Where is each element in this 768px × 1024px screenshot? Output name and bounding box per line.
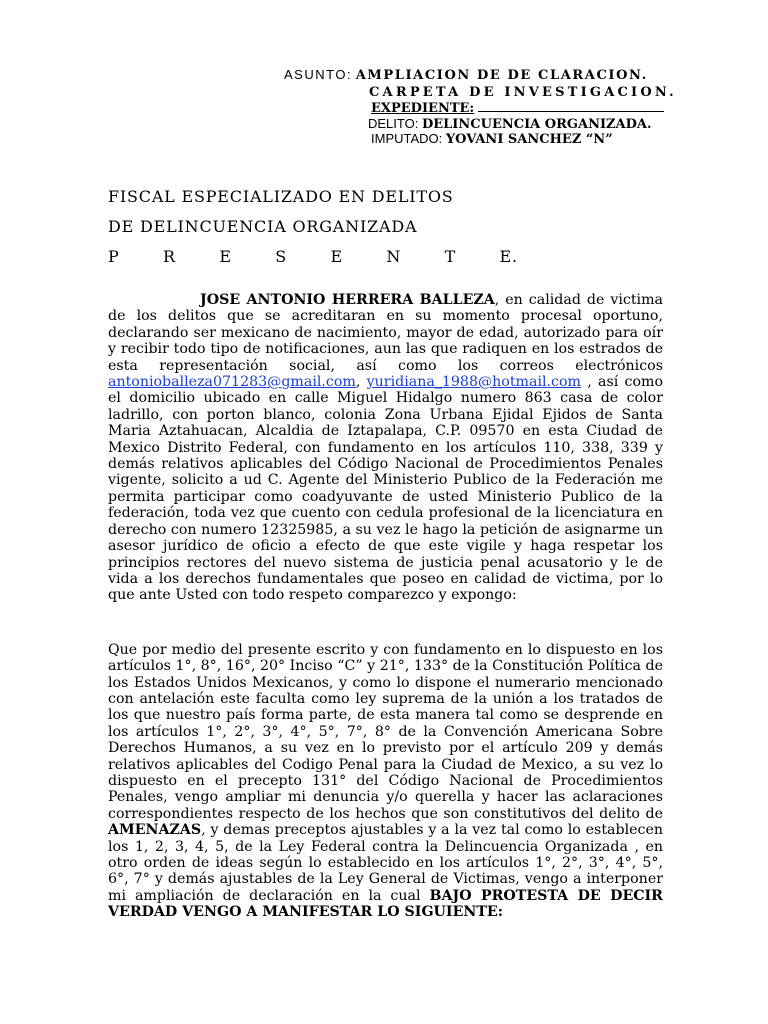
document-body <box>108 292 663 921</box>
imputado-label: IMPUTADO: <box>371 131 443 146</box>
presente-line <box>108 242 518 272</box>
imputado-value: YOVANI SANCHEZ “N” <box>445 132 613 147</box>
complainant-name: JOSE ANTONIO HERRERA BALLEZA <box>200 292 495 308</box>
delito-value: DELINCUENCIA ORGANIZADA. <box>421 117 652 132</box>
addressee-line-2: DE DELINCUENCIA ORGANIZADA <box>108 217 418 236</box>
asunto-label: ASUNTO: <box>284 67 353 82</box>
delito-label: DELITO: <box>368 116 419 131</box>
addressee-block <box>108 182 518 272</box>
paragraph-text: , así como el domicilio ubicado en calle Miguel Hidalgo numero 863 casa de color ladrillo, con porton blanco, colonia Zona Urbana Ejidal Ejidos de Santa Maria Aztahuacan, Alcaldia de Iztapalapa, C.P. 09570 en esta Ciudad de Mexico Distrito Federal, con fundamento en los artículos 110, 338, 339 y demás relativos aplicables del Código Nacional de Procedimientos Penales vigente, solicito a ud C. Agente del Ministerio Publico de la Federación me permita participar como coadyuvante de usted Ministerio Publico de la federación, toda vez que cuento con cedula profesional de la licenciatura en derecho con numero 12325985, a su vez le hago la petición de asignarme un asesor jurídico de oficio a efecto de que este vigile y haga respetar los principios rectores del nuevo sistema de justicia penal acusatorio y le de vida a los derechos fundamentales que poseo en calidad de victima, por lo que ante Usted con todo respeto comparezco y expongo: <box>108 374 663 604</box>
imputado-line <box>371 130 613 148</box>
paragraph-text: , y demas preceptos ajustables y a la vez tal como lo establecen los 1, 2, 3, 4, 5, de la Ley Federal contra la Delincuencia Organizada , en otro orden de ideas según lo establecido en los artículos 1°, 2°, 3°, 4°, 5°, 6°, 7° y demás ajustables de la Ley General de Victimas, vengo a interponer mi ampliación de declaración en la cual <box>108 822 663 904</box>
paragraph-text: Que por medio del presente escrito y con fundamento en lo dispuesto en los artículos 1°, 8°, 16°, 20° Inciso “C” y 21°, 133° de la Constitución Política de los Estados Unidos Mexicanos, y como lo dispone el numerario mencionado con antelación este faculta como ley suprema de la unión a los tratados de los que nuestro país forma parte, de esta manera tal como se desprende en los artículos 1°, 2°, 3°, 4°, 5°, 7°, 8° de la Convención Americana Sobre Derechos Humanos, a su vez en lo previsto por el artículo 209 y demás relativos aplicables del Codigo Penal para la Ciudad de Mexico, a su vez lo dispuesto en el precepto 131° del Código Nacional de Procedimientos Penales, vengo ampliar mi denuncia y/o querella y hacer las aclaraciones correspondientes respecto de los hechos que son constitutivos del delito de <box>108 641 663 822</box>
presente-letter: E <box>330 247 343 266</box>
paragraph-introduction <box>108 292 663 604</box>
presente-letter: N <box>386 247 402 266</box>
asunto-value: AMPLIACION DE DE CLARACION. <box>355 68 648 83</box>
presente-letter: T <box>444 247 457 266</box>
presente-letter: S <box>275 247 287 266</box>
crime-name: AMENAZAS <box>108 822 202 839</box>
paragraph-statement <box>108 642 663 921</box>
paragraph-text: , en calidad de victima de los delitos que se acreditaran en su momento procesal oportuno, declarando ser mexicano de nacimiento, mayor de edad, autorizado para oír y recibir todo tipo de notificaciones, aun las que radiquen en los estrados de esta representación social, así como los correos electrónicos <box>108 292 663 374</box>
expediente-blank <box>478 99 664 112</box>
expediente-label: EXPEDIENTE: <box>371 101 475 116</box>
email-link-1[interactable]: antonioballeza071283@gmail.com <box>108 374 356 391</box>
carpeta-value: CARPETA DE INVESTIGACION. <box>369 85 677 100</box>
presente-letter: R <box>163 247 176 266</box>
protest-statement: BAJO PROTESTA DE DECIR VERDAD VENGO A MANIFESTAR LO SIGUIENTE: <box>108 887 663 921</box>
presente-letter: E <box>219 247 232 266</box>
email-link-2[interactable]: yuridiana_1988@hotmail.com <box>366 374 581 391</box>
presente-letter: E. <box>499 247 518 266</box>
presente-letter: P <box>108 247 120 266</box>
addressee-line-1: FISCAL ESPECIALIZADO EN DELITOS <box>108 187 454 206</box>
email-separator: , <box>355 374 367 391</box>
asunto-line <box>284 66 648 84</box>
